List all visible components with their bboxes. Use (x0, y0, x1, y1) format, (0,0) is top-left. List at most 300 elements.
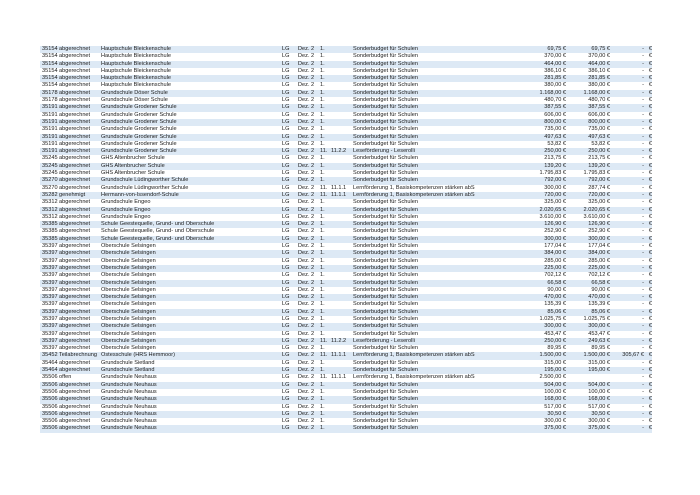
remaining-amount-cell: - (642, 374, 644, 381)
approved-amount-cell: 720,00 € (544, 191, 566, 198)
status-cell: abgerechnet (59, 177, 91, 184)
currency-symbol-cell: € (648, 111, 652, 118)
category-number-cell: 1. (320, 206, 325, 213)
status-cell: abgerechnet (59, 330, 91, 337)
status-cell: abgerechnet (59, 89, 91, 96)
table-row (40, 389, 652, 396)
table-row (40, 46, 652, 53)
billed-amount-cell: 195,00 € (588, 367, 610, 374)
remaining-amount-cell: - (642, 199, 644, 206)
approved-amount-cell: 53,82 € (547, 140, 566, 147)
approved-amount-cell: 735,00 € (544, 126, 566, 133)
table-row (40, 126, 652, 133)
billed-amount-cell: 213,75 € (588, 155, 610, 162)
department-cell: Dez. 2 (298, 199, 315, 206)
description-cell: Sonderbudget für Schulen (353, 381, 418, 388)
remaining-amount-cell: - (642, 104, 644, 111)
department-cell: Dez. 2 (298, 410, 315, 417)
department-cell: Dez. 2 (298, 337, 315, 344)
department-cell: Dez. 2 (298, 206, 315, 213)
approved-amount-cell: 480,70 € (544, 97, 566, 104)
lg-cell: LG (282, 191, 290, 198)
lg-cell: LG (282, 410, 290, 417)
school-name-cell: Grundschule Sietland (101, 359, 155, 366)
approved-amount-cell: 453,47 € (544, 330, 566, 337)
description-cell: Sonderbudget für Schulen (353, 418, 418, 425)
remaining-amount-cell: - (642, 75, 644, 82)
school-name-cell: Schule Geestequelle, Grund- und Oberschule (101, 228, 215, 235)
remaining-amount-cell: - (642, 286, 644, 293)
description-cell: Sonderbudget für Schulen (353, 315, 418, 322)
status-cell: abgerechnet (59, 133, 91, 140)
currency-symbol-cell: € (648, 359, 652, 366)
approved-amount-cell: 387,55 € (544, 104, 566, 111)
record-id: 35397 (42, 286, 58, 293)
currency-symbol-cell: € (648, 286, 652, 293)
billed-amount-cell: 225,00 € (588, 264, 610, 271)
description-cell: Sonderbudget für Schulen (353, 323, 418, 330)
department-cell: Dez. 2 (298, 155, 315, 162)
school-name-cell: Hauptschule Bleickenschule (101, 46, 171, 52)
record-id: 35312 (42, 199, 58, 206)
lg-cell: LG (282, 60, 290, 67)
record-id: 35506 (42, 418, 58, 425)
school-name-cell: Oberschule Selsingen (101, 308, 156, 315)
table-row (40, 90, 652, 97)
billed-amount-cell: 453,47 € (588, 330, 610, 337)
lg-cell: LG (282, 228, 290, 235)
school-name-cell: Grundschule Sietland (101, 367, 155, 374)
description-cell: Leseförderung - Leserolli (353, 337, 415, 344)
department-cell: Dez. 2 (298, 118, 315, 125)
billed-amount-cell: 386,10 € (588, 67, 610, 74)
approved-amount-cell: 69,75 € (547, 46, 566, 52)
approved-amount-cell: 470,00 € (544, 294, 566, 301)
remaining-amount-cell: - (642, 133, 644, 140)
approved-amount-cell: 375,00 € (544, 425, 566, 432)
description-cell: Sonderbudget für Schulen (353, 330, 418, 337)
remaining-amount-cell: - (642, 184, 644, 191)
description-cell: Sonderbudget für Schulen (353, 97, 418, 104)
currency-symbol-cell: € (648, 315, 652, 322)
currency-symbol-cell: € (648, 381, 652, 388)
school-name-cell: Grundschule Grodener Schule (101, 111, 177, 118)
remaining-amount-cell: - (642, 279, 644, 286)
lg-cell: LG (282, 337, 290, 344)
table-row (40, 265, 652, 272)
category-number-cell: 1. (320, 396, 325, 403)
currency-symbol-cell: € (648, 155, 652, 162)
currency-symbol-cell: € (648, 67, 652, 74)
school-name-cell: Grundschule Neuhaus (101, 425, 157, 432)
category-number-cell: 1. (320, 170, 325, 177)
status-cell: abgerechnet (59, 359, 91, 366)
table-row (40, 141, 652, 148)
school-name-cell: Grundschule Grodener Schule (101, 133, 177, 140)
currency-symbol-cell: € (648, 140, 652, 147)
currency-symbol-cell: € (648, 294, 652, 301)
department-cell: Dez. 2 (298, 67, 315, 74)
table-row (40, 68, 652, 75)
department-cell: Dez. 2 (298, 396, 315, 403)
category-number-cell: 1. (320, 418, 325, 425)
status-cell: abgerechnet (59, 418, 91, 425)
category-number-cell: 1. (320, 250, 325, 257)
approved-amount-cell: 177,04 € (544, 243, 566, 250)
approved-amount-cell: 168,00 € (544, 396, 566, 403)
table-row (40, 82, 652, 89)
category-number-cell: 1. (320, 177, 325, 184)
department-cell: Dez. 2 (298, 425, 315, 432)
status-cell: abgerechnet (59, 184, 91, 191)
billed-amount-cell: 281,85 € (588, 75, 610, 82)
record-id: 35397 (42, 345, 58, 352)
department-cell: Dez. 2 (298, 359, 315, 366)
department-cell: Dez. 2 (298, 257, 315, 264)
description-cell: Sonderbudget für Schulen (353, 89, 418, 96)
description-cell: Lernförderung 1, Basiskompetenzen stärken abS (353, 184, 475, 191)
record-id: 35397 (42, 330, 58, 337)
table-row (40, 360, 652, 367)
category-number-cell: 1. (320, 257, 325, 264)
currency-symbol-cell: € (648, 418, 652, 425)
description-cell: Sonderbudget für Schulen (353, 53, 418, 60)
record-id: 35154 (42, 60, 58, 67)
approved-amount-cell: 464,00 € (544, 60, 566, 67)
billed-amount-cell: 89,95 € (591, 345, 610, 352)
category-number-cell: 11. (320, 184, 328, 191)
currency-symbol-cell: € (648, 279, 652, 286)
record-id: 35397 (42, 301, 58, 308)
billed-amount-cell: 1.168,00 € (583, 89, 610, 96)
school-name-cell: Hauptschule Bleickenschule (101, 75, 171, 82)
school-name-cell: Grundschule Neuhaus (101, 396, 157, 403)
record-id: 35191 (42, 118, 58, 125)
status-cell: abgerechnet (59, 97, 91, 104)
table-row (40, 382, 652, 389)
department-cell: Dez. 2 (298, 272, 315, 279)
department-cell: Dez. 2 (298, 162, 315, 169)
currency-symbol-cell: € (648, 75, 652, 82)
lg-cell: LG (282, 323, 290, 330)
status-cell: abgerechnet (59, 235, 91, 242)
billed-amount-cell: 85,06 € (591, 308, 610, 315)
category-number-cell: 1. (320, 140, 325, 147)
description-cell: Sonderbudget für Schulen (353, 388, 418, 395)
lg-cell: LG (282, 221, 290, 228)
category-number-cell: 1. (320, 403, 325, 410)
remaining-amount-cell: - (642, 162, 644, 169)
record-id: 35397 (42, 264, 58, 271)
remaining-amount-cell: - (642, 235, 644, 242)
remaining-amount-cell: - (642, 381, 644, 388)
table-row (40, 236, 652, 243)
currency-symbol-cell: € (648, 345, 652, 352)
department-cell: Dez. 2 (298, 111, 315, 118)
approved-amount-cell: 252,90 € (544, 228, 566, 235)
billed-amount-cell: 135,39 € (588, 301, 610, 308)
status-cell: abgerechnet (59, 425, 91, 432)
table-row (40, 301, 652, 308)
subcategory-number-cell: 11.1.1 (331, 374, 347, 381)
lg-cell: LG (282, 403, 290, 410)
status-cell: genehmigt (59, 191, 86, 198)
record-id: 35397 (42, 257, 58, 264)
remaining-amount-cell: - (642, 140, 644, 147)
school-name-cell: Grundschule Neuhaus (101, 374, 157, 381)
department-cell: Dez. 2 (298, 53, 315, 60)
lg-cell: LG (282, 243, 290, 250)
table-row (40, 214, 652, 221)
record-id: 35270 (42, 184, 58, 191)
lg-cell: LG (282, 315, 290, 322)
status-cell: abgerechnet (59, 323, 91, 330)
approved-amount-cell: 30,50 € (547, 410, 566, 417)
approved-amount-cell: 497,63 € (544, 133, 566, 140)
lg-cell: LG (282, 46, 290, 52)
approved-amount-cell: 250,00 € (544, 337, 566, 344)
status-cell: abgerechnet (59, 199, 91, 206)
description-cell: Sonderbudget für Schulen (353, 301, 418, 308)
school-name-cell: Hauptschule Bleickenschule (101, 53, 171, 60)
lg-cell: LG (282, 184, 290, 191)
school-name-cell: Oberschule Selsingen (101, 250, 156, 257)
currency-symbol-cell: € (648, 235, 652, 242)
approved-amount-cell: 1.168,00 € (539, 89, 566, 96)
table-row (40, 331, 652, 338)
department-cell: Dez. 2 (298, 243, 315, 250)
category-number-cell: 1. (320, 243, 325, 250)
department-cell: Dez. 2 (298, 301, 315, 308)
record-id: 35154 (42, 53, 58, 60)
lg-cell: LG (282, 170, 290, 177)
record-id: 35397 (42, 294, 58, 301)
school-name-cell: Grundschule Döser Schule (101, 97, 168, 104)
remaining-amount-cell: - (642, 191, 644, 198)
school-name-cell: GHS Altenbrucher Schule (101, 170, 165, 177)
record-id: 35385 (42, 221, 58, 228)
approved-amount-cell: 285,00 € (544, 257, 566, 264)
currency-symbol-cell: € (648, 170, 652, 177)
currency-symbol-cell: € (648, 410, 652, 417)
approved-amount-cell: 2.020,65 € (539, 206, 566, 213)
remaining-amount-cell: - (642, 330, 644, 337)
record-id: 35312 (42, 206, 58, 213)
record-id: 35191 (42, 140, 58, 147)
status-cell: abgerechnet (59, 308, 91, 315)
category-number-cell: 1. (320, 162, 325, 169)
status-cell: abgerechnet (59, 257, 91, 264)
department-cell: Dez. 2 (298, 381, 315, 388)
department-cell: Dez. 2 (298, 286, 315, 293)
record-id: 35191 (42, 111, 58, 118)
category-number-cell: 1. (320, 308, 325, 315)
billed-amount-cell: 300,00 € (588, 418, 610, 425)
category-number-cell: 11. (320, 148, 328, 155)
description-cell: Sonderbudget für Schulen (353, 82, 418, 89)
billed-amount-cell: 517,00 € (588, 403, 610, 410)
description-cell: Sonderbudget für Schulen (353, 359, 418, 366)
department-cell: Dez. 2 (298, 235, 315, 242)
billed-amount-cell: 100,00 € (588, 388, 610, 395)
description-cell: Sonderbudget für Schulen (353, 367, 418, 374)
table-row (40, 185, 652, 192)
record-id: 35506 (42, 388, 58, 395)
billed-amount-cell: 90,00 € (591, 286, 610, 293)
lg-cell: LG (282, 177, 290, 184)
billed-amount-cell: 800,00 € (588, 118, 610, 125)
remaining-amount-cell: - (642, 89, 644, 96)
currency-symbol-cell: € (648, 272, 652, 279)
status-cell: abgerechnet (59, 140, 91, 147)
table-row (40, 53, 652, 60)
currency-symbol-cell: € (648, 403, 652, 410)
table-row (40, 207, 652, 214)
record-id: 35178 (42, 97, 58, 104)
school-name-cell: Hermann-von-Issendorf-Schule (101, 191, 179, 198)
remaining-amount-cell: - (642, 301, 644, 308)
remaining-amount-cell: - (642, 97, 644, 104)
currency-symbol-cell: € (648, 177, 652, 184)
remaining-amount-cell: - (642, 323, 644, 330)
lg-cell: LG (282, 359, 290, 366)
currency-symbol-cell: € (648, 243, 652, 250)
billed-amount-cell: 1.025,75 € (583, 315, 610, 322)
description-cell: Sonderbudget für Schulen (353, 111, 418, 118)
department-cell: Dez. 2 (298, 279, 315, 286)
table-row (40, 272, 652, 279)
approved-amount-cell: 300,00 € (544, 323, 566, 330)
record-id: 35506 (42, 396, 58, 403)
department-cell: Dez. 2 (298, 97, 315, 104)
approved-amount-cell: 384,00 € (544, 250, 566, 257)
approved-amount-cell: 380,00 € (544, 82, 566, 89)
table-row (40, 404, 652, 411)
status-cell: abgerechnet (59, 388, 91, 395)
lg-cell: LG (282, 367, 290, 374)
approved-amount-cell: 315,00 € (544, 359, 566, 366)
currency-symbol-cell: € (648, 53, 652, 60)
department-cell: Dez. 2 (298, 221, 315, 228)
school-name-cell: Oberschule Selsingen (101, 264, 156, 271)
table-row (40, 418, 652, 425)
status-cell: abgerechnet (59, 337, 91, 344)
lg-cell: LG (282, 118, 290, 125)
remaining-amount-cell: - (642, 46, 644, 52)
billed-amount-cell: 380,00 € (588, 82, 610, 89)
school-name-cell: Grundschule Engeo (101, 213, 151, 220)
billed-amount-cell: 285,00 € (588, 257, 610, 264)
status-cell: abgerechnet (59, 75, 91, 82)
lg-cell: LG (282, 97, 290, 104)
billed-amount-cell: 300,00 € (588, 323, 610, 330)
category-number-cell: 1. (320, 133, 325, 140)
billed-amount-cell: 2.020,65 € (583, 206, 610, 213)
school-name-cell: Grundschule Grodener Schule (101, 104, 177, 111)
department-cell: Dez. 2 (298, 345, 315, 352)
category-number-cell: 1. (320, 345, 325, 352)
subcategory-number-cell: 11.1.1 (331, 184, 347, 191)
status-cell: abgerechnet (59, 126, 91, 133)
lg-cell: LG (282, 264, 290, 271)
school-name-cell: Oberschule Selsingen (101, 294, 156, 301)
record-id: 35191 (42, 133, 58, 140)
approved-amount-cell: 139,20 € (544, 162, 566, 169)
record-id: 35397 (42, 323, 58, 330)
category-number-cell: 1. (320, 425, 325, 432)
department-cell: Dez. 2 (298, 60, 315, 67)
record-id: 35506 (42, 374, 58, 381)
description-cell: Sonderbudget für Schulen (353, 264, 418, 271)
department-cell: Dez. 2 (298, 82, 315, 89)
category-number-cell: 1. (320, 118, 325, 125)
remaining-amount-cell: - (642, 272, 644, 279)
currency-symbol-cell: € (648, 97, 652, 104)
table-row (40, 104, 652, 111)
table-row (40, 148, 652, 155)
department-cell: Dez. 2 (298, 388, 315, 395)
approved-amount-cell: 702,12 € (544, 272, 566, 279)
record-id: 35282 (42, 191, 58, 198)
school-name-cell: Oberschule Selsingen (101, 323, 156, 330)
lg-cell: LG (282, 272, 290, 279)
department-cell: Dez. 2 (298, 367, 315, 374)
description-cell: Sonderbudget für Schulen (353, 228, 418, 235)
table-row (40, 134, 652, 141)
remaining-amount-cell: - (642, 250, 644, 257)
billed-amount-cell: 702,12 € (588, 272, 610, 279)
remaining-amount-cell: - (642, 206, 644, 213)
lg-cell: LG (282, 148, 290, 155)
record-id: 35245 (42, 155, 58, 162)
status-cell: abgerechnet (59, 264, 91, 271)
department-cell: Dez. 2 (298, 250, 315, 257)
department-cell: Dez. 2 (298, 213, 315, 220)
school-name-cell: Oberschule Selsingen (101, 330, 156, 337)
record-id: 35312 (42, 213, 58, 220)
billed-amount-cell: 464,00 € (588, 60, 610, 67)
lg-cell: LG (282, 111, 290, 118)
billed-amount-cell: 1.795,83 € (583, 170, 610, 177)
table-row (40, 374, 652, 381)
remaining-amount-cell: - (642, 337, 644, 344)
school-name-cell: Schule Geestequelle, Grund- und Oberschule (101, 221, 215, 228)
table-row (40, 309, 652, 316)
table-row (40, 170, 652, 177)
table-row (40, 425, 652, 432)
category-number-cell: 1. (320, 367, 325, 374)
billed-amount-cell: 470,00 € (588, 294, 610, 301)
remaining-amount-cell: - (642, 111, 644, 118)
currency-symbol-cell: € (648, 308, 652, 315)
billed-amount-cell: 3.610,00 € (583, 213, 610, 220)
category-number-cell: 1. (320, 294, 325, 301)
currency-symbol-cell: € (648, 337, 652, 344)
status-cell: abgerechnet (59, 345, 91, 352)
category-number-cell: 1. (320, 67, 325, 74)
record-id: 35397 (42, 308, 58, 315)
currency-symbol-cell: € (648, 264, 652, 271)
category-number-cell: 1. (320, 410, 325, 417)
category-number-cell: 1. (320, 381, 325, 388)
record-id: 35191 (42, 104, 58, 111)
record-id: 35506 (42, 425, 58, 432)
department-cell: Dez. 2 (298, 330, 315, 337)
remaining-amount-cell: - (642, 359, 644, 366)
remaining-amount-cell: - (642, 155, 644, 162)
description-cell: Sonderbudget für Schulen (353, 235, 418, 242)
billed-amount-cell: 300,00 € (588, 235, 610, 242)
